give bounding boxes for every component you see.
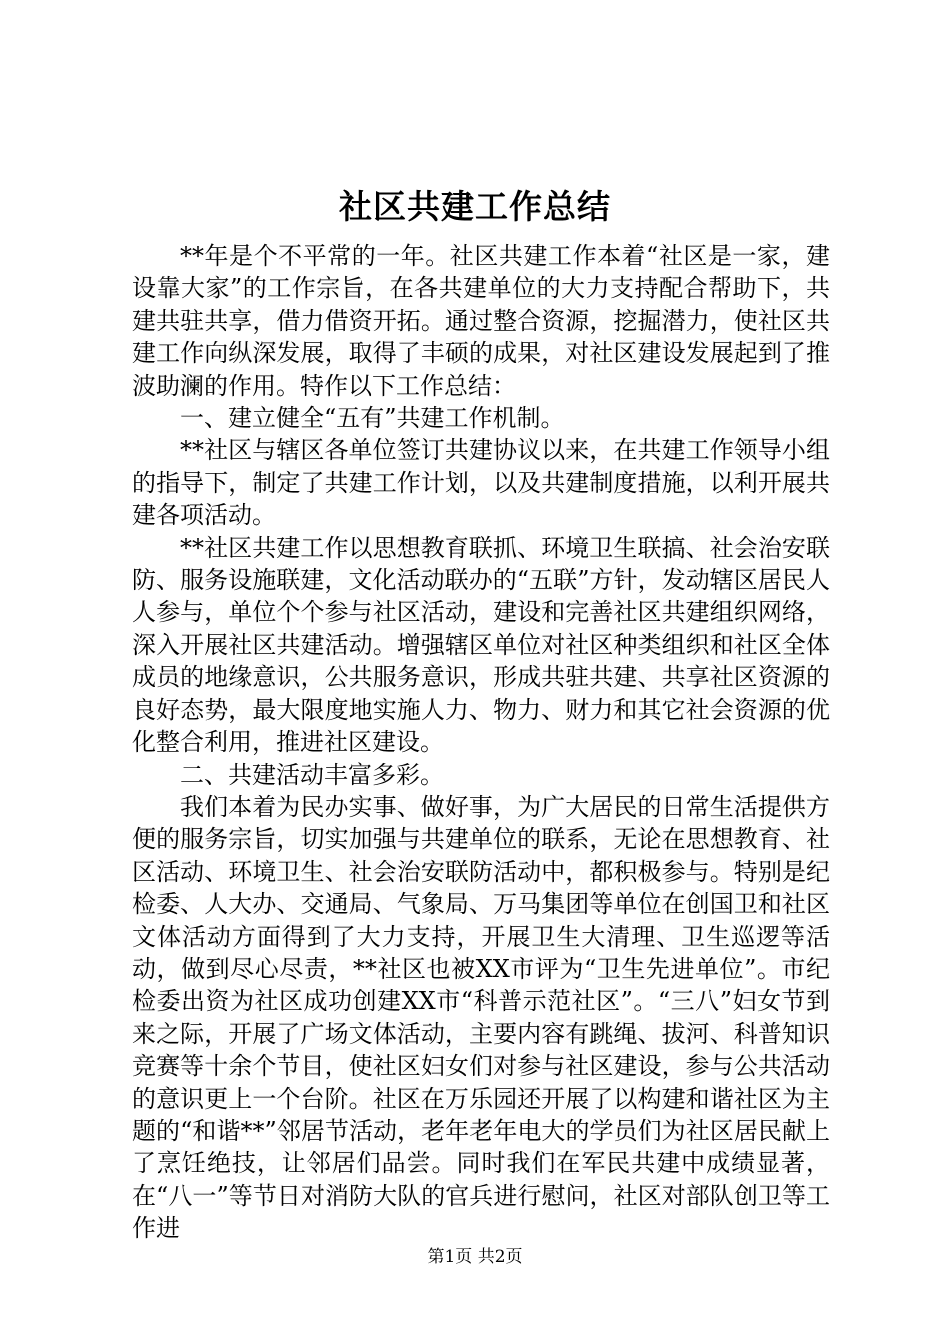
page-footer: 第1页 共2页 <box>427 1247 523 1267</box>
paragraph-intro: **年是个不平常的一年。社区共建工作本着“社区是一家，建设靠大家”的工作宗旨，在各共建单位的大力支持配合帮助下，共建共驻共享，借力借资开拓。通过整合资源，挖掘潜力，使社区共建工作向纵深发展，取得了丰硕的成果，对社区建设发展起到了推波助澜的作用。特作以下工作总结： <box>132 242 830 400</box>
paragraph: **社区共建工作以思想教育联抓、环境卫生联搞、社会治安联防、服务设施联建，文化活动联办的“五联”方针，发动辖区居民人人参与，单位个个参与社区活动，建设和完善社区共建组织网络，深入开展社区共建活动。增强辖区单位对社区种类组织和社区全体成员的地缘意识，公共服务意识，形成共驻共建、共享社区资源的良好态势，最大限度地实施人力、物力、财力和其它社会资源的优化整合利用，推进社区建设。 <box>132 533 830 757</box>
document-title: 社区共建工作总结 <box>339 187 611 226</box>
document-body <box>132 240 830 1245</box>
paragraph: **社区与辖区各单位签订共建协议以来，在共建工作领导小组的指导下，制定了共建工作计划，以及共建制度措施，以利开展共建各项活动。 <box>132 436 830 530</box>
paragraph: 我们本着为民办实事、做好事，为广大居民的日常生活提供方便的服务宗旨，切实加强与共建单位的联系，无论在思想教育、社区活动、环境卫生、社会治安联防活动中，都积极参与。特别是纪检委、人大办、交通局、气象局、万马集团等单位在创国卫和社区文体活动方面得到了大力支持，开展卫生大清理、卫生巡逻等活动，做到尽心尽责，**社区也被XX市评为“卫生先进单位”。市纪检委出资为社区成功创建XX市“科普示范社区”。“三八”妇女节到来之际，开展了广场文体活动，主要内容有跳绳、拔河、科普知识竞赛等十余个节目，使社区妇女们对参与社区建设，参与公共活动的意识更上一个台阶。社区在万乐园还开展了以构建和谐社区为主题的“和谐**”邻居节活动，老年老年电大的学员们为社区居民献上了烹饪绝技，让邻居们品尝。同时我们在军民共建中成绩显著，在“八一”等节日对消防大队的官兵进行慰问，社区对部队创卫等工作进 <box>132 792 830 1243</box>
section-heading-1: 一、建立健全“五有”共建工作机制。 <box>180 404 565 433</box>
section-heading-2: 二、共建活动丰富多彩。 <box>180 760 444 789</box>
